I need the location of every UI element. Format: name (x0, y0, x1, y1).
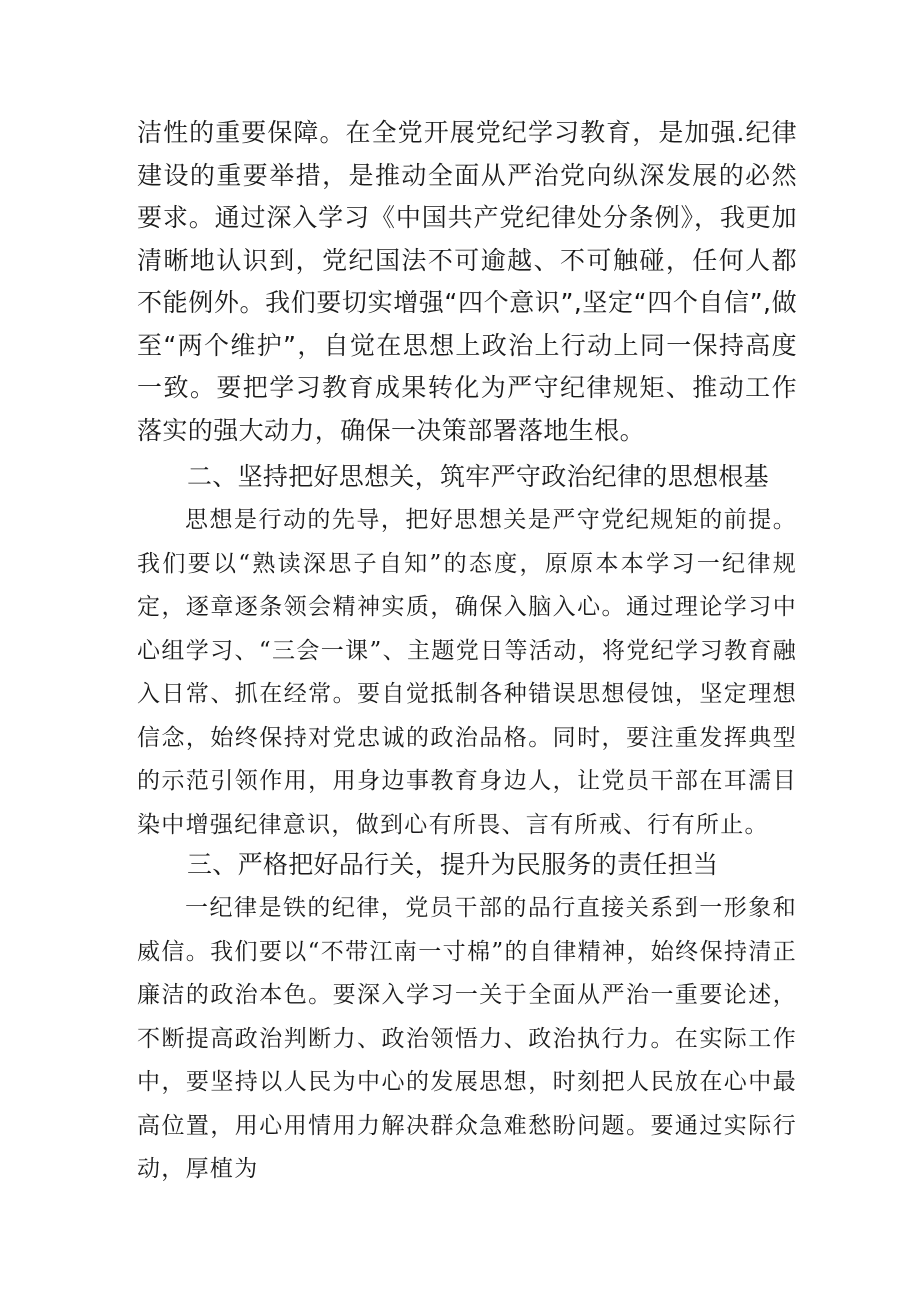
section-heading-3: 三、严格把好品行关，提升为民服务的责任担当 (187, 850, 719, 879)
paragraph-1: 洁性的重要保障。在全党开展党纪学习教育，是加强.纪律建设的重要举措，是推动全面从严治党向纵深发展的必然要求。通过深入学习《中国共产党纪律处分条例》，我更加清晰地认识到，党纪国法不可逾越、不可触碰，任何人都不能例外。我们要切实增强“四个意识”,坚定“四个自信”,做至“两个维护”，自觉在思想上政治上行动上同一保持高度一致。要把学习教育成果转化为严守纪律规矩、推动工作落实的强大动力，确保一决策部署落地生根。 (137, 118, 797, 445)
section-heading-2: 二、坚持把好思想关，筑牢严守政治纪律的思想根基 (187, 462, 769, 491)
paragraph-2: 思想是行动的先导，把好思想关是严守党纪规矩的前提。我们要以“熟读深思子自知”的态度，原原本本学习一纪律规定，逐章逐条领会精神实质，确保入脑入心。通过理论学习中心组学习、“三会一课”、主题党日等活动，将党纪学习教育融入日常、抓在经常。要自觉抵制各种错误思想侵蚀，坚定理想信念，始终保持对党忠诚的政治品格。同时，要注重发挥典型的示范引领作用，用身边事教育身边人，让党员干部在耳濡目染中增强纪律意识，做到心有所畏、言有所戒、行有所止。 (137, 507, 797, 838)
paragraph-3: 一纪律是铁的纪律，党员干部的品行直接关系到一形象和威信。我们要以“不带江南一寸棉”的自律精神，始终保持清正廉洁的政治本色。要深入学习一关于全面从严治一重要论述，不断提高政治判断力、政治领悟力、政治执行力。在实际工作中，要坚持以人民为中心的发展思想，时刻把人民放在心中最高位置，用心用情用力解决群众急难愁盼问题。要通过实际行动，厚植为 (137, 895, 797, 1182)
